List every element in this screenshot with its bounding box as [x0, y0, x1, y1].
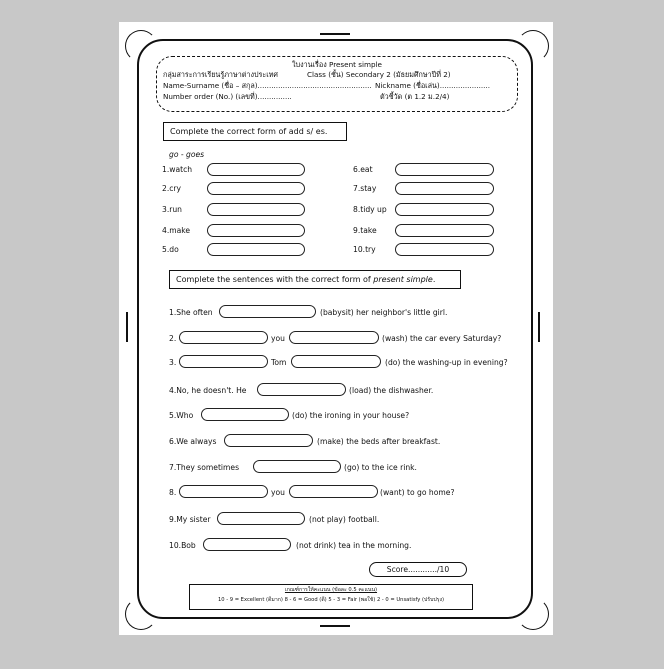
sentence-text: 8.: [169, 488, 177, 497]
item-label: 2.cry: [162, 184, 182, 193]
sentence-text: (do) the washing-up in evening?: [385, 358, 508, 367]
answer-box-2[interactable]: [207, 182, 305, 195]
answer-box-4[interactable]: [207, 224, 305, 237]
sentence-text: (babysit) her neighbor's little girl.: [320, 308, 448, 317]
worksheet-title: ใบงานเรื่อง Present simple: [292, 60, 382, 69]
sentence-text: 5.Who: [169, 411, 194, 420]
sentence-text: you: [271, 334, 285, 343]
corner-arc-bottom-right: [517, 598, 549, 630]
item-label: 6.eat: [353, 165, 373, 174]
answer-box-5[interactable]: [207, 243, 305, 256]
worksheet-header: [156, 56, 518, 112]
answer-box-1[interactable]: [207, 163, 305, 176]
answer-box-10[interactable]: [395, 243, 494, 256]
sentence-text: (go) to the ice rink.: [344, 463, 417, 472]
blank-6[interactable]: [224, 434, 313, 447]
sentence-text: 10.Bob: [169, 541, 196, 550]
blank-1[interactable]: [219, 305, 316, 318]
sentence-text: (wash) the car every Saturday?: [382, 334, 502, 343]
answer-box-7[interactable]: [395, 182, 494, 195]
frame-mark-left: [126, 312, 128, 342]
section2-instruction: Complete the sentences with the correct form of present simple.: [169, 270, 461, 289]
sentence-text: (load) the dishwasher.: [349, 386, 434, 395]
sentence-text: you: [271, 488, 285, 497]
blank-2a[interactable]: [179, 331, 268, 344]
item-label: 1.watch: [162, 165, 193, 174]
sentence-text: (not play) football.: [309, 515, 380, 524]
item-label: 7.stay: [353, 184, 377, 193]
corner-arc-top-left: [125, 30, 157, 62]
answer-box-8[interactable]: [395, 203, 494, 216]
indicator-line: ตัวชี้วัด (ต 1.2 ม.2/4): [380, 92, 450, 101]
frame-mark-top: [320, 33, 350, 35]
frame-mark-right: [538, 312, 540, 342]
blank-3b[interactable]: [291, 355, 381, 368]
sentence-text: (not drink) tea in the morning.: [296, 541, 412, 550]
item-label: 4.make: [162, 226, 191, 235]
number-order-field: Number order (No.) (เลขที่)...............: [163, 92, 292, 101]
answer-box-6[interactable]: [395, 163, 494, 176]
frame-mark-bottom: [320, 625, 350, 627]
score-box: Score............/10: [369, 562, 467, 577]
sentence-text: Tom: [271, 358, 287, 367]
blank-9[interactable]: [217, 512, 305, 525]
blank-3a[interactable]: [179, 355, 268, 368]
section1-example: go - goes: [169, 150, 205, 159]
sentence-text: (want) to go home?: [380, 488, 455, 497]
item-label: 5.do: [162, 245, 179, 254]
blank-2b[interactable]: [289, 331, 379, 344]
nickname-field: Nickname (ชื่อเล่น)......................: [375, 81, 490, 90]
worksheet-page: [119, 22, 553, 635]
item-label: 9.take: [353, 226, 377, 235]
blank-5[interactable]: [201, 408, 289, 421]
blank-8b[interactable]: [289, 485, 378, 498]
subject-group: กลุ่มสาระการเรียนรู้ภาษาต่างประเทศ: [163, 70, 278, 79]
sentence-text: 1.She often: [169, 308, 213, 317]
corner-arc-bottom-left: [125, 598, 157, 630]
name-field: Name-Surname (ชื่อ – สกุล)..................................................: [163, 81, 372, 90]
sentence-text: (make) the beds after breakfast.: [317, 437, 441, 446]
blank-10[interactable]: [203, 538, 291, 551]
blank-4[interactable]: [257, 383, 346, 396]
sentence-text: 3.: [169, 358, 177, 367]
criteria-title: เกณฑ์การให้คะแนน (ข้อละ 0.5 คะแนน): [284, 587, 378, 593]
section1-instruction: Complete the correct form of add s/ es.: [163, 122, 347, 141]
sentence-text: 9.My sister: [169, 515, 211, 524]
sentence-text: 6.We always: [169, 437, 217, 446]
answer-box-3[interactable]: [207, 203, 305, 216]
sentence-text: 7.They sometimes: [169, 463, 240, 472]
sentence-text: (do) the ironing in your house?: [292, 411, 410, 420]
item-label: 10.try: [353, 245, 376, 254]
sentence-text: 2.: [169, 334, 177, 343]
class-line: Class (ชั้น) Secondary 2 (มัธยมศึกษาปีที่ 2): [307, 70, 451, 79]
scoring-criteria: [189, 584, 473, 610]
sentence-text: 4.No, he doesn't. He: [169, 386, 247, 395]
blank-7[interactable]: [253, 460, 341, 473]
corner-arc-top-right: [517, 30, 549, 62]
criteria-text: 10 - 9 = Excellent (ดีมาก) 8 - 6 = Good (ดี) 5 - 3 = Fair (พอใช้) 2 - 0 = Unsatisfy (ปรับปรุง): [217, 597, 445, 603]
answer-box-9[interactable]: [395, 224, 494, 237]
item-label: 8.tidy up: [353, 205, 387, 214]
blank-8a[interactable]: [179, 485, 268, 498]
item-label: 3.run: [162, 205, 182, 214]
